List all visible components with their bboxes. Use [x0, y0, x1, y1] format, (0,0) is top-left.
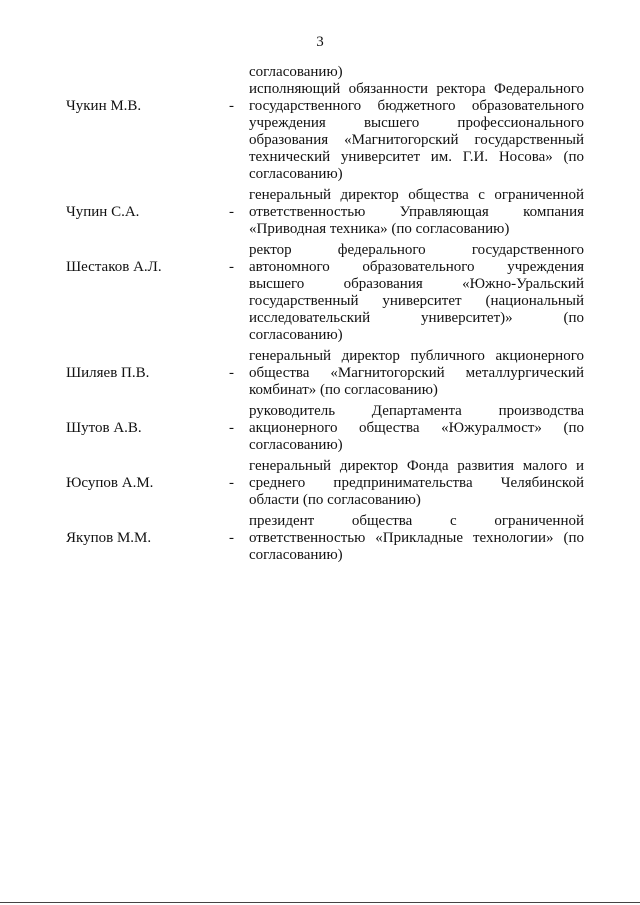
position-line: генеральный директор Фонда развития малого и	[249, 458, 584, 474]
member-name: Шутов А.В.	[66, 420, 142, 436]
position-line: комбинат» (по согласованию)	[249, 382, 438, 398]
position-line: образования «Магнитогорский государственный	[249, 132, 584, 148]
position-line: учреждения высшего профессионального	[249, 115, 584, 131]
member-dash: -	[229, 475, 234, 491]
position-line: «Приводная техника» (по согласованию)	[249, 221, 510, 237]
position-line: среднего предпринимательства Челябинской	[249, 475, 584, 491]
position-line: согласованию)	[249, 547, 343, 563]
member-name: Юсупов А.М.	[66, 475, 154, 491]
member-entry	[0, 513, 640, 564]
position-line: исполняющий обязанности ректора Федерального	[249, 81, 584, 97]
continuation-line: согласованию)	[249, 64, 343, 80]
position-line: высшего образования «Южно-Уральский	[249, 276, 584, 292]
position-line: генеральный директор общества с ограниченной	[249, 187, 584, 203]
continuation-entry	[0, 64, 640, 81]
position-line: руководитель Департамента производства	[249, 403, 584, 419]
member-entry	[0, 403, 640, 454]
member-entry	[0, 242, 640, 344]
member-dash: -	[229, 98, 234, 114]
member-entry	[0, 458, 640, 509]
page-number: 3	[316, 34, 324, 50]
position-line: согласованию)	[249, 166, 343, 182]
member-name: Шестаков А.Л.	[66, 259, 162, 275]
member-dash: -	[229, 365, 234, 381]
position-line: общества «Магнитогорский металлургический	[249, 365, 584, 381]
member-name: Шиляев П.В.	[66, 365, 150, 381]
member-name: Чукин М.В.	[66, 98, 142, 114]
member-dash: -	[229, 420, 234, 436]
position-line: автономного образовательного учреждения	[249, 259, 584, 275]
position-line: области (по согласованию)	[249, 492, 421, 508]
member-dash: -	[229, 259, 234, 275]
member-name: Якупов М.М.	[66, 530, 152, 546]
member-entry	[0, 81, 640, 183]
position-line: согласованию)	[249, 437, 343, 453]
position-line: президент общества с ограниченной	[249, 513, 584, 529]
position-line: ректор федерального государственного	[249, 242, 584, 258]
member-dash: -	[229, 530, 234, 546]
member-dash: -	[229, 204, 234, 220]
position-line: исследовательский университет)» (по	[249, 310, 584, 326]
member-name: Чупин С.А.	[66, 204, 140, 220]
position-line: государственный университет (национальный	[249, 293, 584, 309]
position-line: государственного бюджетного образовательного	[249, 98, 584, 114]
members-list	[0, 64, 640, 568]
page-bottom-edge	[0, 902, 640, 903]
position-line: генеральный директор публичного акционерного	[249, 348, 584, 364]
position-line: акционерного общества «Южуралмост» (по	[249, 420, 584, 436]
member-entry	[0, 187, 640, 238]
position-line: согласованию)	[249, 327, 343, 343]
position-line: технический университет им. Г.И. Носова» (по	[249, 149, 584, 165]
member-entry	[0, 348, 640, 399]
position-line: ответственностью «Прикладные технологии» (по	[249, 530, 584, 546]
position-line: ответственностью Управляющая компания	[249, 204, 584, 220]
